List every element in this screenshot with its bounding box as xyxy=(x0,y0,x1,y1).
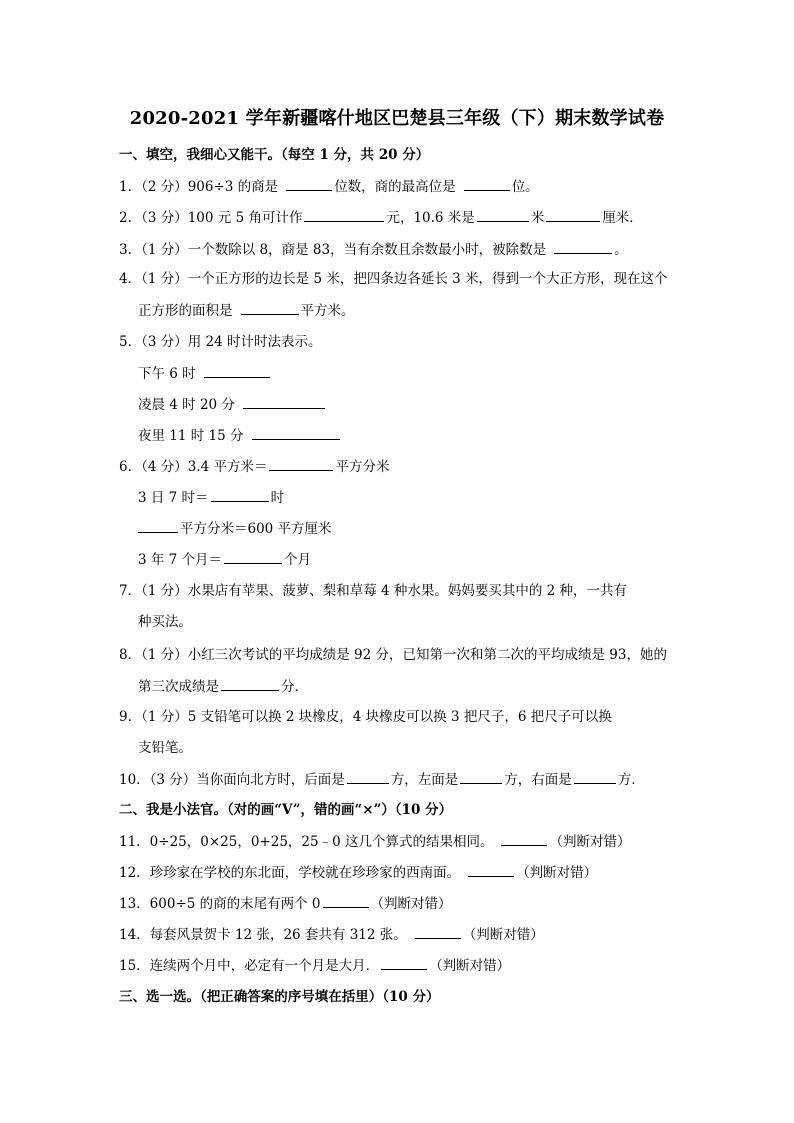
question-15: 15．连续两个月中，必定有一个月是大月． （判断对错） xyxy=(119,958,511,974)
answer-blank[interactable] xyxy=(546,208,600,222)
answer-blank[interactable] xyxy=(574,770,616,784)
answer-blank[interactable] xyxy=(286,177,332,191)
question-9-cont: 支铅笔。 xyxy=(138,740,192,756)
answer-blank[interactable] xyxy=(304,208,384,222)
answer-blank[interactable] xyxy=(501,832,547,846)
question-3: 3．（1 分）一个数除以 8，商是 83，当有余数且余数最小时，被除数是 。 xyxy=(119,242,628,258)
question-11: 11．0÷25，0×25，0+25，25﹣0 这几个算式的结果相同。 （判断对错） xyxy=(119,834,631,850)
answer-blank[interactable] xyxy=(269,457,333,471)
question-9: 9．（1 分）5 支铅笔可以换 2 块橡皮，4 块橡皮可以换 3 把尺子，6 把尺子可以换 xyxy=(119,709,612,725)
question-5: 5．（3 分）用 24 时计时法表示。 xyxy=(119,334,322,350)
question-6d: 3 年 7 个月＝ 个月 xyxy=(138,552,312,568)
answer-blank[interactable] xyxy=(468,863,514,877)
question-2: 2．（3 分）100 元 5 角可计作 元，10.6 米是 米 厘米． xyxy=(119,210,643,226)
answer-blank[interactable] xyxy=(347,770,389,784)
answer-blank[interactable] xyxy=(243,395,325,409)
section-3-heading: 三、选一选。（把正确答案的序号填在括里）（10 分） xyxy=(119,989,440,1005)
question-6c: 平方分米＝600 平方厘米 xyxy=(138,519,332,538)
answer-blank[interactable] xyxy=(460,770,502,784)
section-2-heading: 二、我是小法官。（对的画“V”，错的画“×”）（10 分） xyxy=(119,802,453,818)
answer-blank[interactable] xyxy=(221,677,279,691)
answer-blank[interactable] xyxy=(138,519,178,533)
question-8-cont: 第三次成绩是 分． xyxy=(138,679,308,695)
question-1: 1．（2 分）906÷3 的商是 位数，商的最高位是 位。 xyxy=(119,179,539,195)
question-14: 14．每套风景贺卡 12 张，26 套共有 312 张。 （判断对错） xyxy=(119,927,544,943)
question-5b: 凌晨 4 时 20 分 xyxy=(138,395,327,414)
answer-blank[interactable] xyxy=(241,301,299,315)
question-6b: 3 日 7 时＝ 时 xyxy=(138,490,285,506)
answer-blank[interactable] xyxy=(323,894,369,908)
answer-blank[interactable] xyxy=(211,488,269,502)
page-title: 2020-2021 学年新疆喀什地区巴楚县三年级（下）期末数学试卷 xyxy=(129,108,665,129)
question-8: 8．（1 分）小红三次考试的平均成绩是 92 分，已知第一次和第二次的平均成绩是 93，她的 xyxy=(119,647,667,663)
question-4: 4．（1 分）一个正方形的边长是 5 米，把四条边各延长 3 米，得到一个大正方形，现在这个 xyxy=(119,271,668,287)
question-7-cont: 种买法。 xyxy=(138,614,192,630)
question-5a: 下午 6 时 xyxy=(138,364,272,383)
question-10: 10．（3 分）当你面向北方时，后面是 方，左面是 方，右面是 方． xyxy=(119,772,645,788)
question-5c: 夜里 11 时 15 分 xyxy=(138,426,342,445)
question-6: 6．（4 分）3.4 平方米＝ 平方分米 xyxy=(119,459,390,475)
question-4-cont: 正方形的面积是 平方米。 xyxy=(138,303,355,319)
answer-blank[interactable] xyxy=(464,177,510,191)
answer-blank[interactable] xyxy=(554,240,612,254)
answer-blank[interactable] xyxy=(415,925,461,939)
answer-blank[interactable] xyxy=(381,956,427,970)
question-13: 13．600÷5 的商的末尾有两个 0 （判断对错） xyxy=(119,896,452,912)
answer-blank[interactable] xyxy=(204,364,270,378)
question-7: 7．（1 分）水果店有苹果、菠萝、梨和草莓 4 种水果。妈妈要买其中的 2 种，一共有 xyxy=(119,583,628,599)
question-12: 12．珍珍家在学校的东北面，学校就在珍珍家的西南面。 （判断对错） xyxy=(119,865,598,881)
answer-blank[interactable] xyxy=(252,426,340,440)
answer-blank[interactable] xyxy=(224,550,282,564)
answer-blank[interactable] xyxy=(477,208,529,222)
section-1-heading: 一、填空，我细心又能干。（每空 1 分，共 20 分） xyxy=(119,147,430,163)
